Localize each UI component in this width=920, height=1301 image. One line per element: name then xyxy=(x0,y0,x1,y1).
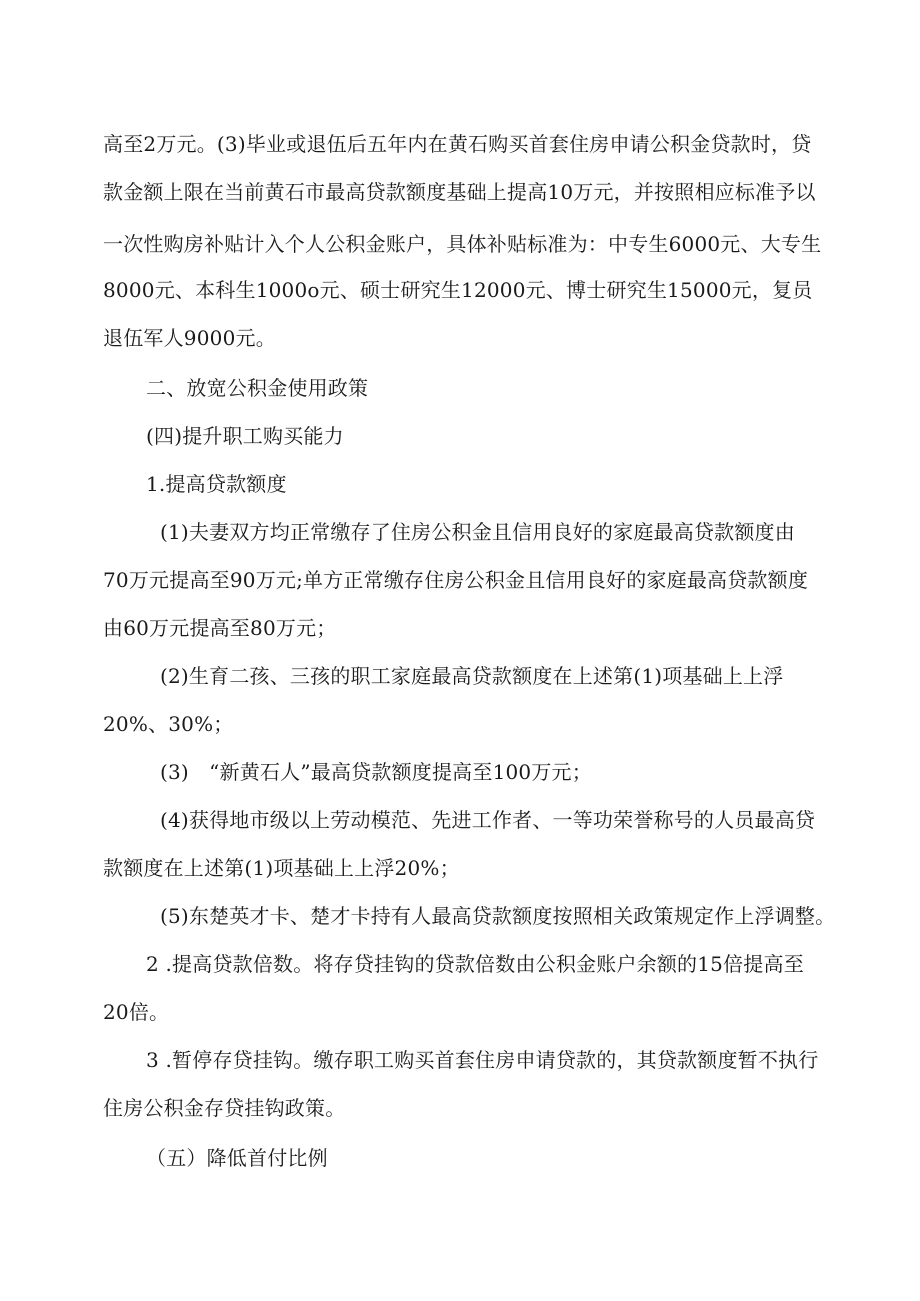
text-line: 住房公积金存贷挂钩政策。 xyxy=(103,1096,346,1120)
subsection-heading: （五）降低首付比例 xyxy=(146,1146,328,1170)
text-line: (1)夫妻双方均正常缴存了住房公积金且信用良好的家庭最高贷款额度由 xyxy=(160,520,795,544)
text-line: (2)生育二孩、三孩的职工家庭最高贷款额度在上述第(1)项基础上上浮 xyxy=(160,664,784,688)
text-line: 3 .暂停存贷挂钩。缴存职工购买首套住房申请贷款的，其贷款额度暂不执行 xyxy=(146,1048,819,1072)
text-line: 2 .提高贷款倍数。将存贷挂钩的贷款倍数由公积金账户余额的15倍提高至 xyxy=(146,952,804,976)
text-line: (3) “新黄石人”最高贷款额度提高至100万元； xyxy=(160,760,592,784)
text-line: (4)获得地市级以上劳动模范、先进工作者、一等功荣誉称号的人员最高贷 xyxy=(160,808,816,832)
text-line: 款额度在上述第(1)项基础上上浮20%； xyxy=(103,856,460,880)
text-line: (5)东楚英才卡、楚才卡持有人最高贷款额度按照相关政策规定作上浮调整。 xyxy=(160,904,836,928)
item-heading: 1.提高贷款额度 xyxy=(146,472,287,496)
text-line: 高至2万元。(3)毕业或退伍后五年内在黄石购买首套住房申请公积金贷款时，贷 xyxy=(103,132,812,156)
text-line: 20%、30%； xyxy=(103,712,234,736)
text-line: 退伍军人9000元。 xyxy=(103,326,276,350)
section-heading: 二、放宽公积金使用政策 xyxy=(146,376,369,400)
subsection-heading: (四)提升职工购买能力 xyxy=(146,424,344,448)
text-line: 款金额上限在当前黄石市最高贷款额度基础上提高10万元，并按照相应标准予以 xyxy=(103,180,816,204)
text-line: 一次性购房补贴计入个人公积金账户，具体补贴标准为：中专生6000元、大专生 xyxy=(103,232,822,256)
text-line: 70万元提高至90万元;单方正常缴存住房公积金且信用良好的家庭最高贷款额度 xyxy=(103,568,809,592)
text-line: 由60万元提高至80万元； xyxy=(103,616,337,640)
text-line: 8000元、本科生1000o元、硕士研究生12000元、博士研究生15000元，复员 xyxy=(103,278,813,302)
text-line: 20倍。 xyxy=(103,1000,170,1024)
